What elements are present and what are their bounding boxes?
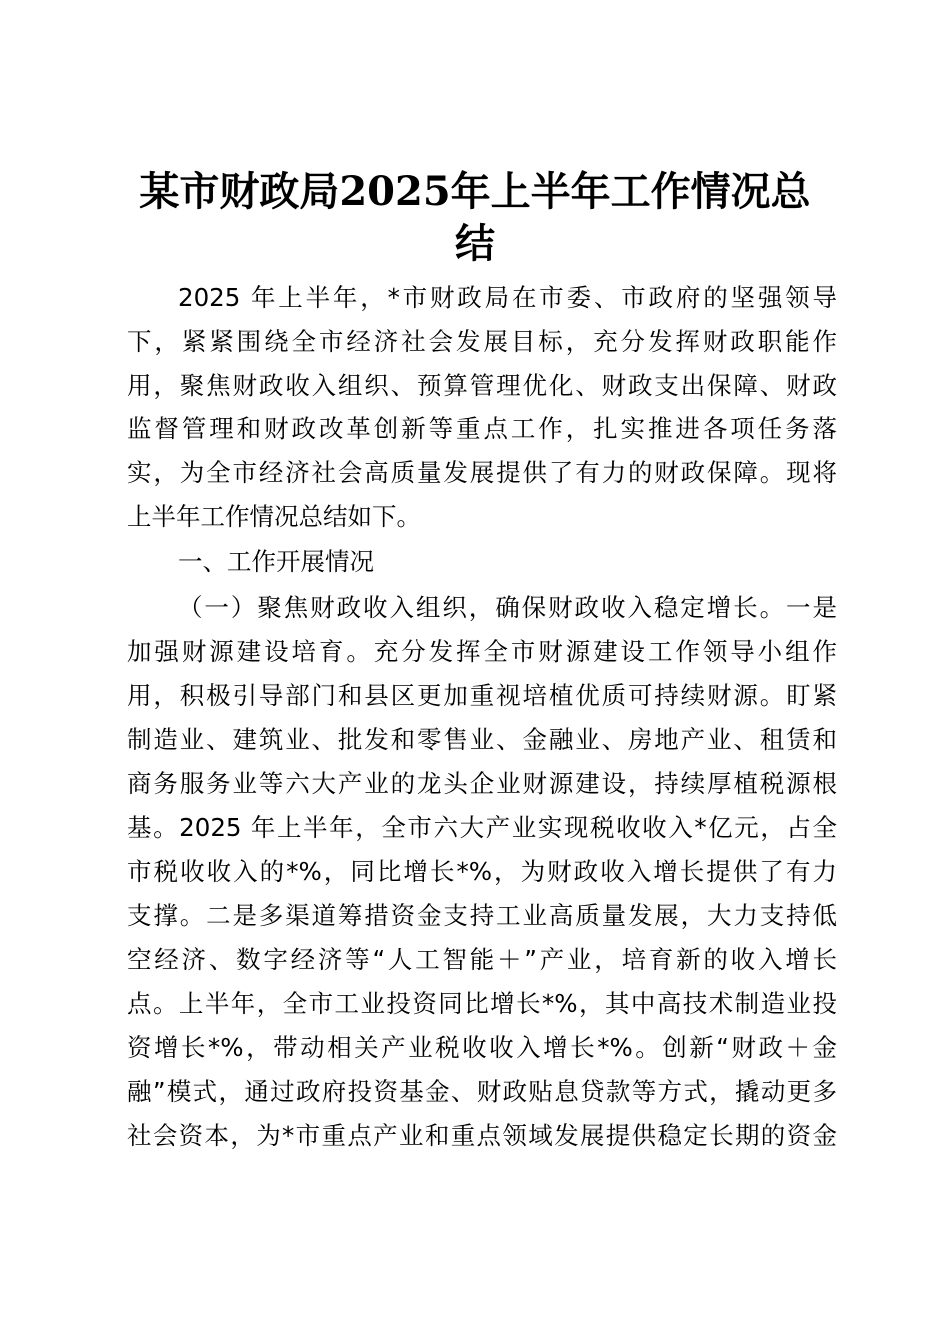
- paragraph-2-line-5: 商务服务业等六大产业的龙头企业财源建设，持续厚植税源根: [127, 769, 837, 798]
- paragraph-2-line-3: 用，积极引导部门和县区更加重视培植优质可持续财源。盯紧: [127, 681, 837, 710]
- paragraph-2-line-10: 点。上半年，全市工业投资同比增长*%，其中高技术制造业投: [127, 989, 837, 1018]
- paragraph-1-line-3: 用，聚焦财政收入组织、预算管理优化、财政支出保障、财政: [127, 371, 837, 400]
- paragraph-1-line-2: 下，紧紧围绕全市经济社会发展目标，充分发挥财政职能作: [127, 327, 837, 356]
- section-heading: 一、工作开展情况: [178, 547, 374, 576]
- paragraph-2-line-6: 基。2025 年上半年，全市六大产业实现税收收入*亿元，占全: [127, 813, 837, 842]
- paragraph-2-line-4: 制造业、建筑业、批发和零售业、金融业、房地产业、租赁和: [127, 725, 837, 754]
- paragraph-2-line-8: 支撑。二是多渠道筹措资金支持工业高质量发展，大力支持低: [127, 901, 837, 930]
- document-title-line-2: 结: [455, 220, 495, 267]
- paragraph-2-line-12: 融”模式，通过政府投资基金、财政贴息贷款等方式，撬动更多: [127, 1077, 837, 1106]
- document-title-line-1: 某市财政局2025年上半年工作情况总: [139, 168, 811, 215]
- paragraph-1-line-1: 2025 年上半年，*市财政局在市委、市政府的坚强领导: [178, 283, 837, 312]
- paragraph-2-line-11: 资增长*%，带动相关产业税收收入增长*%。创新“财政＋金: [127, 1033, 837, 1062]
- paragraph-2-line-1: （一）聚焦财政收入组织，确保财政收入稳定增长。一是: [178, 593, 837, 622]
- paragraph-2-line-2: 加强财源建设培育。充分发挥全市财源建设工作领导小组作: [127, 637, 837, 666]
- paragraph-2-line-13: 社会资本，为*市重点产业和重点领域发展提供稳定长期的资金: [127, 1121, 837, 1150]
- paragraph-1-line-4: 监督管理和财政改革创新等重点工作，扎实推进各项任务落: [127, 414, 837, 443]
- paragraph-1-line-5: 实，为全市经济社会高质量发展提供了有力的财政保障。现将: [127, 458, 837, 487]
- paragraph-1-line-6: 上半年工作情况总结如下。: [127, 502, 421, 531]
- paragraph-2-line-9: 空经济、数字经济等“人工智能＋”产业，培育新的收入增长: [127, 945, 837, 974]
- paragraph-2-line-7: 市税收收入的*%，同比增长*%，为财政收入增长提供了有力: [127, 857, 837, 886]
